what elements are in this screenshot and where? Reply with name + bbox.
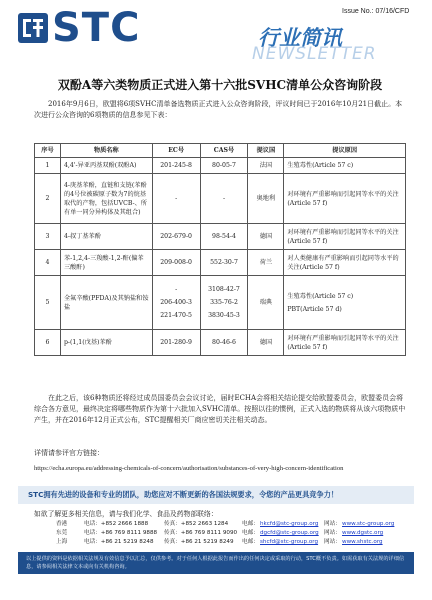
cell-reason: 对人类健康有严重影响而引起同等水平的关注(Article 57 f) bbox=[284, 250, 406, 276]
cell-country: 德国 bbox=[248, 224, 284, 250]
cell-name: 4-叔丁基苯酚 bbox=[60, 224, 152, 250]
contact-web[interactable]: www.shstc.org bbox=[342, 539, 383, 545]
cell-ec: 202-679-0 bbox=[152, 224, 200, 250]
contact-fax: 传真：+86 769 8111 9090 bbox=[164, 530, 238, 536]
cell-no: 1 bbox=[35, 158, 61, 174]
newsletter-title-en: NEWSLETTER bbox=[252, 44, 377, 64]
contact-web[interactable]: www.dgstc.org bbox=[342, 530, 384, 536]
contact-row-hongkong bbox=[34, 520, 406, 529]
col-header: EC号 bbox=[152, 144, 200, 158]
col-header: CAS号 bbox=[200, 144, 248, 158]
table-row bbox=[35, 174, 406, 224]
cell-ec: 201-280-9 bbox=[152, 330, 200, 356]
contact-intro: 如欲了解更多相关信息，请与我们化学、食品及药物部联络： bbox=[34, 510, 218, 518]
stc-logo-icon bbox=[18, 13, 48, 43]
cell-no: 4 bbox=[35, 250, 61, 276]
contact-tel: 电话：+86 769 8111 9888 bbox=[84, 530, 158, 536]
cell-name: 苯-1,2,4-三羧酸-1,2-酐(偏苯三酸酐) bbox=[60, 250, 152, 276]
cell-reason: 生殖毒性(Article 57 c) PBT(Article 57 d) bbox=[284, 276, 406, 330]
body-paragraph: 在此之后，该6种物质还将经过成员国委员会会议讨论，届时ECHA会将相关结论提交给欧盟委员会，欧盟委员会将综合各方意见，最终决定将哪些物质作为第十六批加入SVHC清单。按照以往的惯例，正式入选的物质将从该六项物质中产生，并在2016年12月正式公布，STC提醒相关厂商应密切关注相关动态。 bbox=[34, 394, 406, 424]
contact-fax: 传真：+86 21 5219 8249 bbox=[164, 539, 234, 545]
cell-country: 荷兰 bbox=[248, 250, 284, 276]
promo-band bbox=[18, 486, 414, 504]
contact-row-shanghai bbox=[34, 538, 406, 547]
cell-country: 法国 bbox=[248, 158, 284, 174]
contact-email-label: 电邮： bbox=[242, 521, 259, 527]
col-header: 提议国 bbox=[248, 144, 284, 158]
issue-number: Issue No.: 07/16/CFD bbox=[342, 8, 410, 15]
cell-name: 4-庚基苯酚，直链和支链(苯酚的4号位被碳原子数为7的烷基取代的产物，包括UVCB-、所有单一同分异构体及其组合) bbox=[60, 174, 152, 224]
cell-ec: 201-245-8 bbox=[152, 158, 200, 174]
col-header: 序号 bbox=[35, 144, 61, 158]
cell-no: 3 bbox=[35, 224, 61, 250]
table-row bbox=[35, 224, 406, 250]
cell-reason: 对环境有严重影响而引起同等水平的关注(Article 57 f) bbox=[284, 174, 406, 224]
cell-cas: - bbox=[200, 174, 248, 224]
footer-disclaimer: 以上提供的资料是依据相关法规及有效信息予以汇总，仅供参考。对于任何人根据此报告而作出的任何决定或采取的行动，STC概不负责。如需获取有关法规的详细信息，请参阅相关法律文本或向有关机构咨询。 bbox=[18, 552, 414, 574]
cell-ec: - 206-400-3 221-470-5 bbox=[152, 276, 200, 330]
col-header: 物质名称 bbox=[60, 144, 152, 158]
cell-country: 德国 bbox=[248, 330, 284, 356]
header bbox=[0, 0, 432, 66]
article-title: 双酚A等六类物质正式进入第十六批SVHC清单公众咨询阶段 bbox=[57, 78, 383, 92]
contact-web-label: 网站： bbox=[324, 521, 341, 527]
cell-ec: - bbox=[152, 174, 200, 224]
newsletter-title-cn: 行业简讯 bbox=[258, 26, 342, 50]
cell-no: 6 bbox=[35, 330, 61, 356]
cell-no: 5 bbox=[35, 276, 61, 330]
cell-reason: 对环境有严重影响而引起同等水平的关注(Article 57 f) bbox=[284, 224, 406, 250]
cell-country: 瑞典 bbox=[248, 276, 284, 330]
cell-cas: 552-30-7 bbox=[200, 250, 248, 276]
table-row bbox=[35, 330, 406, 356]
contact-email[interactable]: dgcfd@stc-group.org bbox=[260, 530, 319, 536]
contact-email[interactable]: shcfd@stc-group.org bbox=[260, 539, 319, 545]
contact-tel: 电话：+852 2666 1888 bbox=[84, 521, 149, 527]
cell-reason: 生殖毒性(Article 57 c) bbox=[284, 158, 406, 174]
contact-city: 上海 bbox=[56, 539, 68, 545]
cell-cas: 3108-42-7 335-76-2 3830-45-3 bbox=[200, 276, 248, 330]
contact-web-label: 网站： bbox=[324, 530, 341, 536]
table-header-row bbox=[35, 144, 406, 158]
promo-text: STC拥有先进的设备和专业的团队，助您应对不断更新的各国法规要求，令您的产品更具竞争力！ bbox=[28, 490, 339, 499]
contact-web-label: 网站： bbox=[324, 539, 341, 545]
cell-name: 全氟辛酸(PFDA)及其钠盐和铵盐 bbox=[60, 276, 152, 330]
cell-name: 4,4'-异亚丙基双酚(双酚A) bbox=[60, 158, 152, 174]
cell-cas: 98-54-4 bbox=[200, 224, 248, 250]
official-link[interactable]: https://echa.europa.eu/addressing-chemicals-of-concern/authorisation/substances-of-very-high-concern-identification bbox=[34, 465, 344, 472]
col-header: 提议原因 bbox=[284, 144, 406, 158]
cell-cas: 80-05-7 bbox=[200, 158, 248, 174]
contact-tel: 电话：+86 21 5219 8248 bbox=[84, 539, 154, 545]
cell-reason: 对环境有严重影响而引起同等水平的关注(Article 57 f) bbox=[284, 330, 406, 356]
cell-name: p-(1,1(戊基)苯酚 bbox=[60, 330, 152, 356]
table-row bbox=[35, 158, 406, 174]
contact-email-label: 电邮： bbox=[242, 539, 259, 545]
contact-web[interactable]: www.stc-group.org bbox=[342, 521, 395, 527]
link-label: 详情请参评官方链接： bbox=[34, 449, 104, 457]
contact-row-dongguan bbox=[34, 529, 406, 538]
cell-no: 2 bbox=[35, 174, 61, 224]
cell-cas: 80-46-6 bbox=[200, 330, 248, 356]
logo-text: STC bbox=[52, 5, 141, 51]
contact-city: 东莞 bbox=[56, 530, 68, 536]
contact-email[interactable]: hkcfd@stc-group.org bbox=[260, 521, 319, 527]
contact-fax: 传真：+852 2663 1284 bbox=[164, 521, 229, 527]
table-row bbox=[35, 250, 406, 276]
substance-table bbox=[34, 143, 406, 356]
contact-list bbox=[34, 520, 406, 547]
contact-city: 香港 bbox=[56, 521, 68, 527]
table-row bbox=[35, 276, 406, 330]
cell-country: 奥地利 bbox=[248, 174, 284, 224]
contact-email-label: 电邮： bbox=[242, 530, 259, 536]
cell-ec: 209-008-0 bbox=[152, 250, 200, 276]
intro-paragraph: 2016年9月6日，欧盟将6项SVHC清单备选物质正式进入公众咨询阶段，评议时间已于2016年10月21日截止。本次进行公众咨询的6项物质的信息参见下表： bbox=[34, 100, 403, 119]
